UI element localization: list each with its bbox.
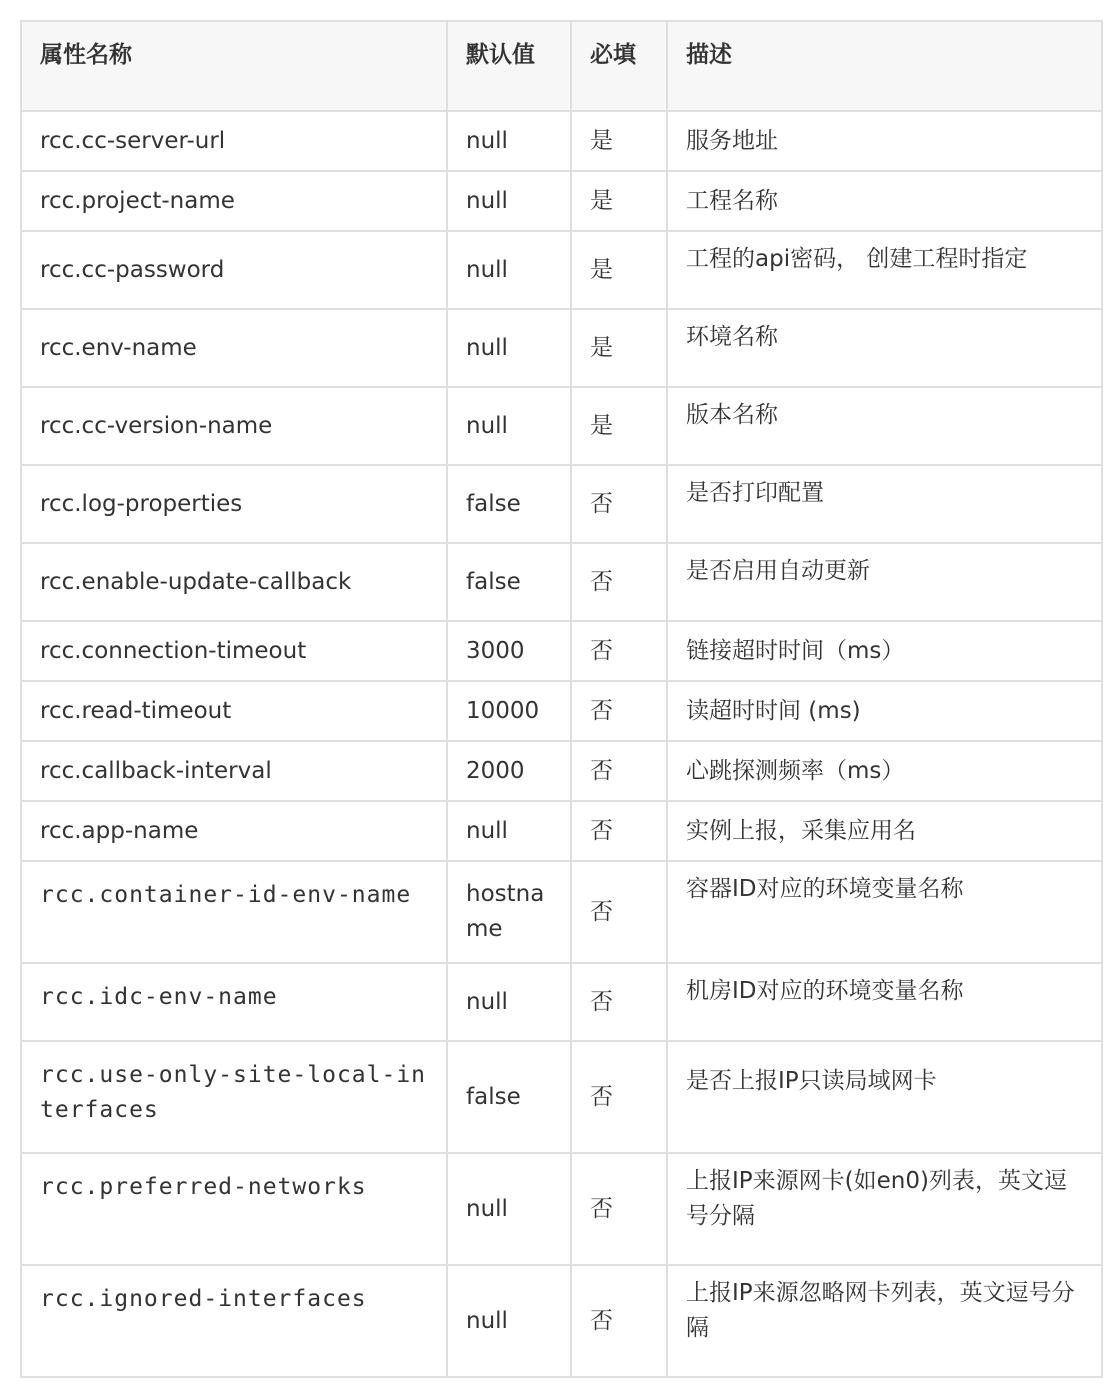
- required-flag: 是: [571, 171, 667, 231]
- table-row: [21, 741, 1102, 801]
- default-value: null: [447, 111, 571, 171]
- table-row: [21, 1265, 1102, 1377]
- required-flag: 否: [571, 465, 667, 543]
- property-name: rcc.cc-version-name: [21, 387, 447, 465]
- property-name: rcc.env-name: [21, 309, 447, 387]
- table-row: [21, 231, 1102, 309]
- required-flag: 否: [571, 681, 667, 741]
- property-description: 是否打印配置: [667, 465, 1102, 543]
- default-value: null: [447, 963, 571, 1041]
- property-name: rcc.idc-env-name: [40, 984, 278, 1010]
- default-value: 10000: [447, 681, 571, 741]
- property-name: rcc.connection-timeout: [21, 621, 447, 681]
- header-required: 必填: [571, 21, 667, 111]
- required-flag: 否: [571, 1265, 667, 1377]
- property-description: 心跳探测频率（ms）: [667, 741, 1102, 801]
- property-description: 版本名称: [667, 387, 1102, 465]
- property-description: 实例上报，采集应用名: [667, 801, 1102, 861]
- default-value: null: [447, 309, 571, 387]
- property-name: rcc.enable-update-callback: [21, 543, 447, 621]
- table-row: [21, 171, 1102, 231]
- table-row: [21, 465, 1102, 543]
- default-value: false: [447, 1041, 571, 1153]
- header-description: 描述: [667, 21, 1102, 111]
- table-row: [21, 963, 1102, 1041]
- header-property-name: 属性名称: [21, 21, 447, 111]
- property-name: rcc.log-properties: [21, 465, 447, 543]
- required-flag: 是: [571, 111, 667, 171]
- property-description: 上报IP来源忽略网卡列表，英文逗号分隔: [667, 1265, 1102, 1377]
- required-flag: 否: [571, 801, 667, 861]
- default-value: null: [447, 1153, 571, 1265]
- default-value: null: [447, 1265, 571, 1377]
- table-row: [21, 1153, 1102, 1265]
- table-row: [21, 543, 1102, 621]
- property-description: 是否上报IP只读局域网卡: [667, 1041, 1102, 1153]
- default-value: null: [447, 171, 571, 231]
- header-default-value: 默认值: [447, 21, 571, 111]
- required-flag: 否: [571, 1153, 667, 1265]
- table-row: [21, 801, 1102, 861]
- table-header-row: [21, 21, 1102, 111]
- default-value: null: [447, 231, 571, 309]
- required-flag: 否: [571, 963, 667, 1041]
- property-description: 上报IP来源网卡(如en0)列表，英文逗号分隔: [667, 1153, 1102, 1265]
- default-value: hostname: [447, 861, 571, 963]
- required-flag: 否: [571, 621, 667, 681]
- property-name: rcc.ignored-interfaces: [40, 1286, 367, 1312]
- default-value: 3000: [447, 621, 571, 681]
- table-row: [21, 1041, 1102, 1153]
- required-flag: 否: [571, 1041, 667, 1153]
- property-name: rcc.container-id-env-name: [40, 882, 412, 908]
- required-flag: 是: [571, 387, 667, 465]
- property-description: 是否启用自动更新: [667, 543, 1102, 621]
- required-flag: 否: [571, 543, 667, 621]
- property-description: 容器ID对应的环境变量名称: [667, 861, 1102, 963]
- property-name: rcc.callback-interval: [21, 741, 447, 801]
- default-value: null: [447, 801, 571, 861]
- property-name: rcc.cc-password: [21, 231, 447, 309]
- required-flag: 否: [571, 861, 667, 963]
- property-description: 工程名称: [667, 171, 1102, 231]
- property-name: rcc.app-name: [21, 801, 447, 861]
- table-row: [21, 621, 1102, 681]
- config-table-container: [20, 20, 1101, 1378]
- required-flag: 否: [571, 741, 667, 801]
- property-description: 工程的api密码， 创建工程时指定: [667, 231, 1102, 309]
- required-flag: 是: [571, 309, 667, 387]
- table-row: [21, 309, 1102, 387]
- default-value: false: [447, 543, 571, 621]
- property-name: rcc.use-only-site-local-interfaces: [40, 1062, 427, 1123]
- default-value: false: [447, 465, 571, 543]
- property-description: 机房ID对应的环境变量名称: [667, 963, 1102, 1041]
- property-name: rcc.read-timeout: [21, 681, 447, 741]
- table-row: [21, 861, 1102, 963]
- config-properties-table: [20, 20, 1103, 1378]
- property-name: rcc.preferred-networks: [40, 1174, 367, 1200]
- required-flag: 是: [571, 231, 667, 309]
- property-name: rcc.cc-server-url: [21, 111, 447, 171]
- table-row: [21, 387, 1102, 465]
- property-description: 读超时时间 (ms): [667, 681, 1102, 741]
- default-value: null: [447, 387, 571, 465]
- property-description: 链接超时时间（ms）: [667, 621, 1102, 681]
- property-description: 环境名称: [667, 309, 1102, 387]
- property-name: rcc.project-name: [21, 171, 447, 231]
- table-row: [21, 111, 1102, 171]
- default-value: 2000: [447, 741, 571, 801]
- table-row: [21, 681, 1102, 741]
- property-description: 服务地址: [667, 111, 1102, 171]
